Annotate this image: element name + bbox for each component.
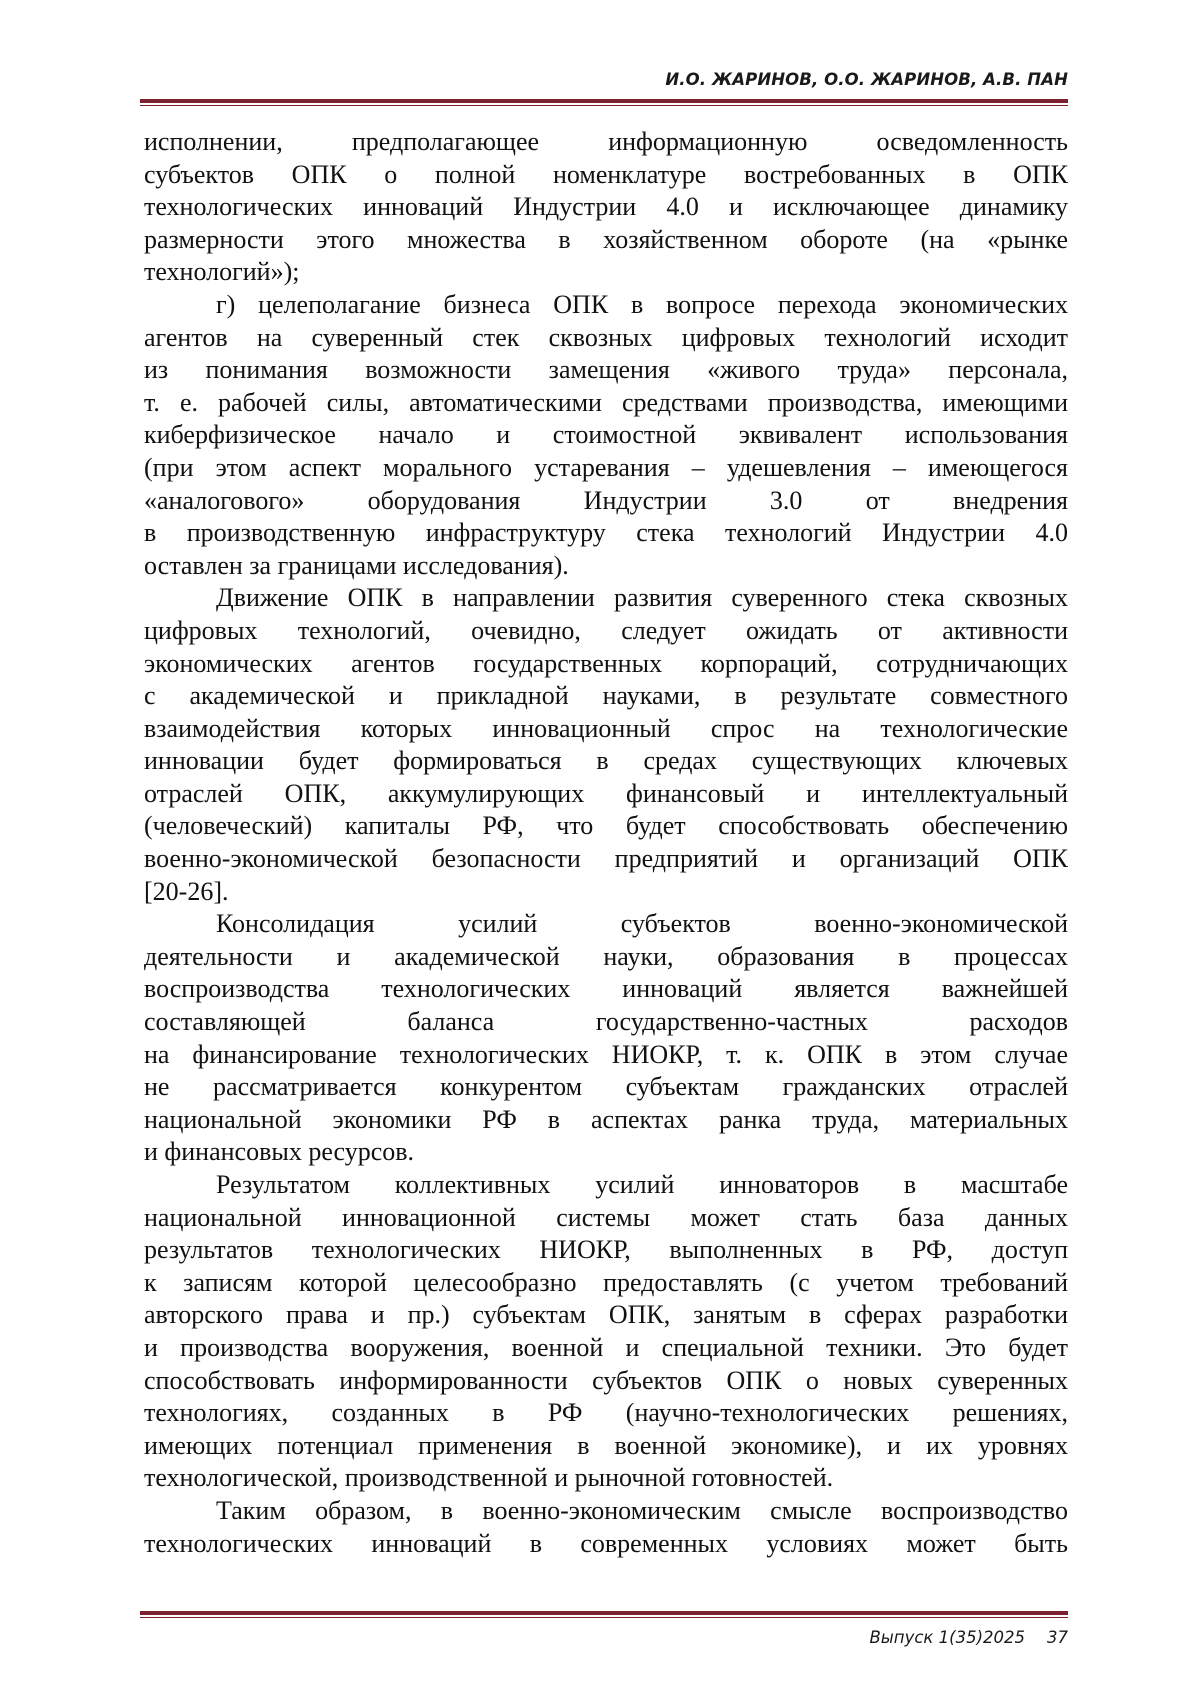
text-line: технологических инноваций Индустрии 4.0 и исключающее динамику — [144, 192, 1068, 222]
text-line: способствовать информированности субъектов ОПК о новых суверенных — [144, 1365, 1068, 1395]
text-line: к записям которой целесообразно предоставлять (с учетом требований — [144, 1267, 1068, 1297]
issue-label: Выпуск 1(35)2025 — [869, 1628, 1025, 1647]
text-line: Результатом коллективных усилий инноваторов в масштабе — [216, 1170, 1068, 1199]
text-line: размерности этого множества в хозяйственном обороте (на «рынке — [144, 224, 1068, 254]
text-line: и финансовых ресурсов. — [144, 1137, 415, 1167]
text-line: «аналогового» оборудования Индустрии 3.0 от внедрения — [144, 485, 1068, 515]
text-line: результатов технологических НИОКР, выполненных в РФ, доступ — [144, 1235, 1068, 1265]
text-line: не рассматривается конкурентом субъектам гражданских отраслей — [144, 1072, 1068, 1102]
text-line: инновации будет формироваться в средах существующих ключевых — [144, 746, 1068, 776]
page-footer — [869, 1628, 1068, 1647]
text-line: Таким образом, в военно-экономическим смысле воспроизводство — [216, 1495, 1068, 1525]
text-line: из понимания возможности замещения «живого труда» персонала, — [144, 355, 1068, 385]
text-line: военно-экономической безопасности предприятий и организаций ОПК — [144, 844, 1068, 874]
text-line: на финансирование технологических НИОКР, т. к. ОПК в этом случае — [144, 1039, 1068, 1069]
text-line: (человеческий) капиталы РФ, что будет способствовать обеспечению — [144, 811, 1068, 841]
text-line: агентов на суверенный стек сквозных цифровых технологий исходит — [144, 322, 1068, 352]
text-line: технологиях, созданных в РФ (научно-технологических решениях, — [144, 1398, 1068, 1428]
text-line: взаимодействия которых инновационный спрос на технологические — [144, 713, 1068, 743]
text-line: в производственную инфраструктуру стека технологий Индустрии 4.0 — [144, 518, 1068, 548]
text-line: воспроизводства технологических инноваций является важнейшей — [144, 974, 1068, 1004]
text-line: киберфизическое начало и стоимостной эквивалент использования — [144, 420, 1068, 450]
text-line: субъектов ОПК о полной номенклатуре востребованных в ОПК — [144, 159, 1068, 189]
text-line: исполнении, предполагающее информационную осведомленность — [144, 127, 1068, 156]
article-body-text — [144, 126, 1068, 1560]
text-line: цифровых технологий, очевидно, следует ожидать от активности — [144, 615, 1068, 645]
text-line: национальной экономики РФ в аспектах ранка труда, материальных — [144, 1104, 1068, 1134]
page-number: 37 — [1047, 1628, 1068, 1647]
footer-rule — [140, 1611, 1068, 1618]
text-line: деятельности и академической науки, образования в процессах — [144, 941, 1068, 971]
running-head-authors: И.О. ЖАРИНОВ, О.О. ЖАРИНОВ, А.В. ПАН — [665, 70, 1068, 89]
text-line: Консолидация усилий субъектов военно-экономической — [216, 909, 1068, 939]
text-line: оставлен за границами исследования). — [144, 550, 569, 580]
text-line: технологических инноваций в современных условиях может быть — [144, 1528, 1068, 1558]
header-rule — [140, 99, 1068, 106]
text-line: имеющих потенциал применения в военной экономике), и их уровнях — [144, 1430, 1068, 1460]
text-line: экономических агентов государственных корпораций, сотрудничающих — [144, 648, 1068, 678]
text-line: т. е. рабочей силы, автоматическими средствами производства, имеющими — [144, 387, 1068, 417]
text-line: национальной инновационной системы может стать база данных — [144, 1202, 1068, 1232]
text-line: Движение ОПК в направлении развития суверенного стека сквозных — [216, 583, 1068, 613]
text-line: авторского права и пр.) субъектам ОПК, занятым в сферах разработки — [144, 1300, 1068, 1330]
text-line: [20-26]. — [144, 876, 229, 906]
text-line: отраслей ОПК, аккумулирующих финансовый и интеллектуальный — [144, 778, 1068, 808]
text-line: и производства вооружения, военной и специальной техники. Это будет — [144, 1332, 1068, 1362]
text-line: с академической и прикладной науками, в результате совместного — [144, 681, 1068, 711]
text-line: г) целеполагание бизнеса ОПК в вопросе перехода экономических — [216, 289, 1068, 319]
text-line: технологической, производственной и рыночной готовностей. — [144, 1463, 834, 1493]
text-line: технологий»); — [144, 257, 300, 287]
text-line: составляющей баланса государственно-частных расходов — [144, 1007, 1068, 1037]
text-line: (при этом аспект морального устаревания – удешевления – имеющегося — [144, 452, 1068, 482]
